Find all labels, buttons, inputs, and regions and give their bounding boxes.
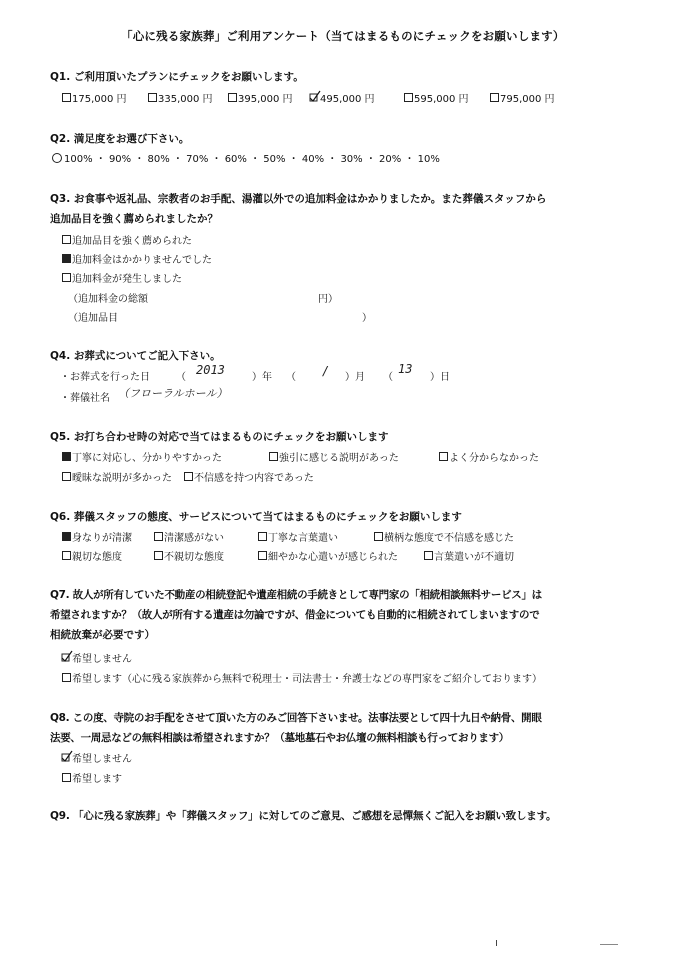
checkbox-icon[interactable] — [62, 673, 71, 682]
q8-question-line1: Q8. この度、寺院のお手配をさせて頂いた方のみご回答下さいませ。法事法要として四十九日や納骨、開眼 — [50, 712, 542, 724]
q7-option[interactable]: 希望します（心に残る家族葬から無料で税理士・司法書士・弁護士などの専門家をご紹介しております） — [62, 670, 542, 685]
checkbox-icon[interactable] — [404, 93, 413, 102]
scan-mark — [496, 940, 497, 946]
q4-month-open: （ — [286, 372, 296, 383]
q5-option[interactable]: 強引に感じる説明があった — [269, 449, 439, 464]
checkbox-icon[interactable] — [490, 93, 499, 102]
q3-option[interactable]: 追加料金が発生しました — [62, 270, 182, 285]
checkbox-icon[interactable] — [258, 532, 267, 541]
checkmark-icon[interactable] — [310, 93, 319, 102]
q5-option-selected[interactable]: 丁寧に対応し、分かりやすかった — [62, 449, 269, 464]
checkbox-icon[interactable] — [148, 93, 157, 102]
q1-option[interactable]: 595,000 円 — [404, 90, 490, 105]
q6-option[interactable]: 細やかな心遣いが感じられた — [258, 548, 424, 563]
q1-option[interactable]: 175,000 円 — [62, 90, 148, 105]
q6-option-selected[interactable]: 身なりが清潔 — [62, 529, 154, 544]
q4-year-open: （ — [176, 372, 186, 383]
q5-question: Q5. お打ち合わせ時の対応で当てはまるものにチェックをお願いします — [50, 431, 389, 443]
q1-options — [62, 90, 555, 105]
checkbox-icon[interactable] — [154, 532, 163, 541]
q3-option-selected[interactable]: 追加料金はかかりませんでした — [62, 251, 212, 266]
q5-option[interactable]: 不信感を持つ内容であった — [184, 469, 314, 484]
q7-question-line3: 相続放棄が必要です） — [50, 629, 155, 641]
q4-company-value[interactable]: （フローラルホール） — [118, 387, 228, 400]
scan-mark — [600, 944, 618, 945]
q3-question-line1: Q3. お食事や返礼品、宗教者のお手配、湯灌以外での追加料金はかかりましたか。また葬儀スタッフから — [50, 193, 547, 205]
q6-options-row2 — [62, 548, 514, 563]
q6-option[interactable]: 不親切な態度 — [154, 548, 258, 563]
q1-option[interactable]: 335,000 円 — [148, 90, 228, 105]
q4-question: Q4. お葬式についてご記入下さい。 — [50, 350, 221, 362]
q8-option-selected[interactable]: 希望しません — [62, 750, 132, 765]
checkbox-icon[interactable] — [154, 551, 163, 560]
q9-question: Q9. 「心に残る家族葬」や「葬儀スタッフ」に対してのご意見、ご感想を忌憚無くご記入をお願い致します。 — [50, 810, 557, 822]
q6-option[interactable]: 丁寧な言葉遣い — [258, 529, 374, 544]
checkbox-icon[interactable] — [62, 773, 71, 782]
q8-question-line2: 法要、一周忌などの無料相談は希望されますか？（墓地墓石やお仏壇の無料相談も行っております） — [50, 732, 509, 744]
q3-items-close: ） — [362, 313, 372, 324]
checkbox-icon[interactable] — [269, 452, 278, 461]
checkbox-icon[interactable] — [62, 551, 71, 560]
q7-question-line1: Q7. 故人が所有していた不動産の相続登記や遺産相続の手続きとして専門家の「相続相談無料サービス」は — [50, 589, 542, 601]
q3-question-line2: 追加品目を強く薦められましたか？ — [50, 213, 218, 225]
checkbox-icon[interactable] — [424, 551, 433, 560]
q5-option[interactable]: 曖昧な説明が多かった — [62, 469, 184, 484]
q5-options-row2 — [62, 469, 314, 484]
checkmark-icon[interactable] — [62, 653, 71, 662]
q4-day-close: ）日 — [430, 372, 450, 383]
q1-option-selected[interactable]: 495,000 円 — [310, 90, 404, 105]
checkmark-icon[interactable] — [62, 753, 71, 762]
q4-date-label: ・お葬式を行った日 — [60, 372, 150, 383]
checkbox-icon[interactable] — [62, 273, 71, 282]
checkbox-checked-icon[interactable] — [62, 452, 71, 461]
q6-options-row1 — [62, 529, 514, 544]
q6-option[interactable]: 横柄な態度で不信感を感じた — [374, 529, 514, 544]
q6-question: Q6. 葬儀スタッフの態度、サービスについて当てはまるものにチェックをお願いします — [50, 511, 462, 523]
checkbox-icon[interactable] — [439, 452, 448, 461]
checkbox-checked-icon[interactable] — [62, 254, 71, 263]
q7-option-selected[interactable]: 希望しません — [62, 650, 132, 665]
checkbox-icon[interactable] — [62, 472, 71, 481]
radio-circle-icon[interactable] — [52, 153, 62, 163]
q7-question-line2: 希望されますか？（故人が所有する遺産は勿論ですが、借金についても自動的に相続されてしまいますので — [50, 609, 540, 621]
q4-day-open: （ — [383, 372, 393, 383]
checkbox-icon[interactable] — [228, 93, 237, 102]
checkbox-checked-icon[interactable] — [62, 532, 71, 541]
q1-option[interactable]: 795,000 円 — [490, 90, 555, 105]
q3-items-label: （追加品目 — [68, 313, 118, 324]
q6-option[interactable]: 言葉遣いが不適切 — [424, 548, 514, 563]
checkbox-icon[interactable] — [62, 235, 71, 244]
checkbox-icon[interactable] — [62, 93, 71, 102]
page-title: 「心に残る家族葬」ご利用アンケート（当てはまるものにチェックをお願いします） — [121, 29, 565, 43]
q1-question: Q1. ご利用頂いたプランにチェックをお願いします。 — [50, 71, 304, 83]
q1-option[interactable]: 395,000 円 — [228, 90, 310, 105]
q6-option[interactable]: 親切な態度 — [62, 548, 154, 563]
q4-month-close: ）月 — [345, 372, 365, 383]
q2-question: Q2. 満足度をお選び下さい。 — [50, 133, 190, 145]
q5-options-row1 — [62, 449, 539, 464]
q4-day-value[interactable]: 13 — [398, 362, 413, 376]
checkbox-icon[interactable] — [374, 532, 383, 541]
q2-options[interactable]: 100% ・ 90% ・ 80% ・ 70% ・ 60% ・ 50% ・ 40% ・ 30% ・ 20% ・ 10% — [52, 150, 440, 165]
q4-company-label: ・葬儀社名 — [60, 393, 110, 404]
checkbox-icon[interactable] — [184, 472, 193, 481]
q4-month-value[interactable]: / — [322, 364, 330, 378]
checkbox-icon[interactable] — [258, 551, 267, 560]
q4-year-value[interactable]: 2013 — [196, 363, 225, 377]
q6-option[interactable]: 清潔感がない — [154, 529, 258, 544]
q5-option[interactable]: よく分からなかった — [439, 449, 539, 464]
q3-total-unit: 円） — [318, 294, 338, 305]
q8-option[interactable]: 希望します — [62, 770, 122, 785]
q3-total-label: （追加料金の総額 — [68, 294, 148, 305]
q3-option[interactable]: 追加品目を強く薦められた — [62, 232, 192, 247]
q4-year-close: ）年 — [252, 372, 272, 383]
